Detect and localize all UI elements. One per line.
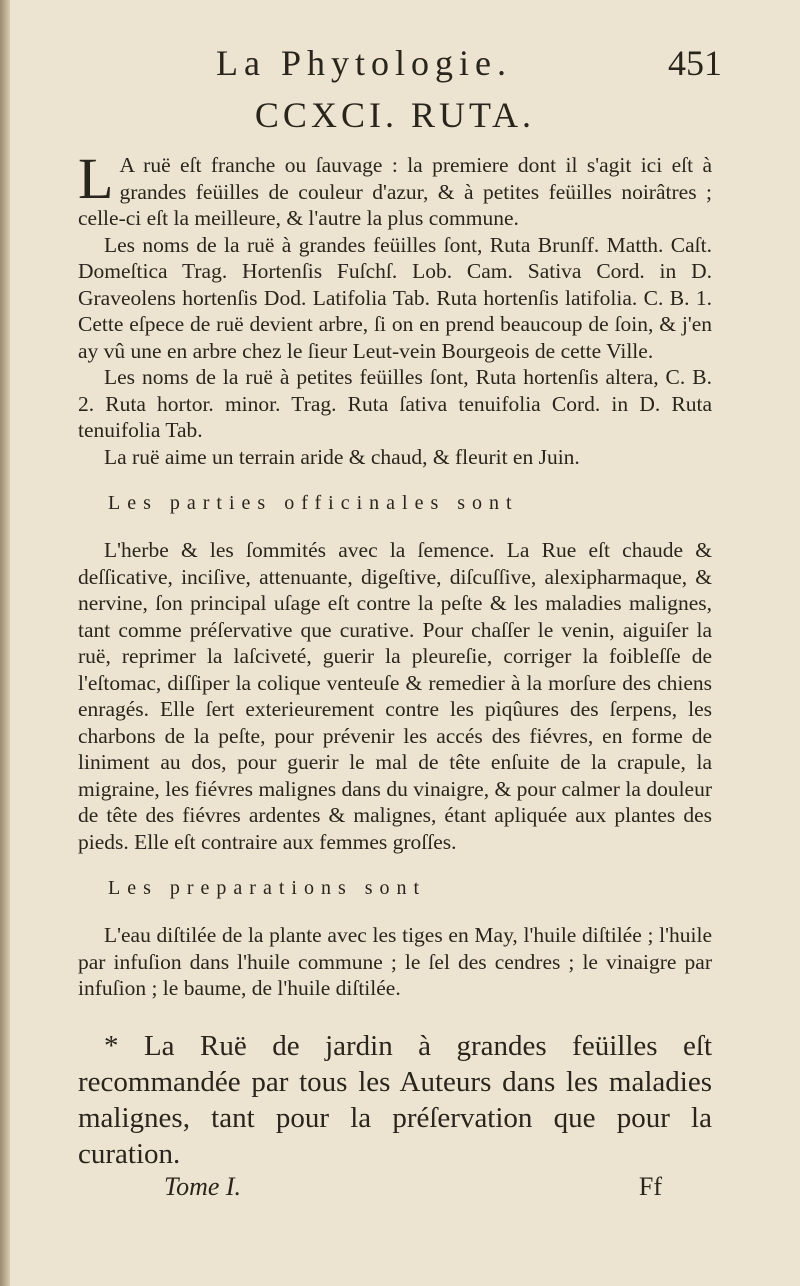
intro-paragraph: [78, 146, 712, 232]
signature-mark: Ff: [638, 1171, 662, 1201]
page-footer: [78, 1172, 712, 1212]
officinal-parts-heading: Les parties officinales sont: [108, 492, 519, 514]
page-spine-shadow: [0, 0, 10, 1286]
names-large-leaf-paragraph: Les noms de la ruë à grandes feüilles ſont, Ruta Brunſf. Matth. Caſt. Domeſtica Trag. Hortenſis Fuſchſ. Lob. Cam. Sativa Cord. in D. Graveolens hortenſis Dod. Latifolia Tab. Ruta hortenſis latifolia. C. B. 1. Cette eſpece de ruë devient arbre, ſi on en prend beaucoup de ſoin, & j'en ay vû une en arbre chez le ſieur Leut-vein Bourgeois de cette Ville.: [78, 232, 712, 363]
page-number: 451: [668, 43, 722, 83]
habitat-paragraph: La ruë aime un terrain aride & chaud, & fleurit en Juin.: [104, 444, 580, 469]
officinal-parts-paragraph: L'herbe & les ſommités avec la ſemence. La Rue eſt chaude & deſſicative, inciſive, attenuante, digeſtive, diſcuſſive, alexipharmaque, & nervine, ſon principal uſage eſt contre la peſte & les maladies malignes, tant comme préſervative que curative. Pour chaſſer le venin, aiguiſer la ruë, reprimer la laſciveté, guerir la pleureſie, corriger la foibleſſe de l'eſtomac, diſſiper la colique venteuſe & remedier à la morſure des chiens enragés. Elle ſert exterieurement contre les piqûures des ſerpens, les charbons de la peſte, pour prévenir les accés des fiévres, en forme de liniment au dos, pour guerir le mal de tête enſuite de la crapule, la migraine, les fiévres malignes dans du vinaigre, & pour calmer la douleur de tête des fiévres ardentes & malignes, étant apliquée aux plantes des pieds. Elle eſt contraire aux femmes groſſes.: [78, 538, 712, 854]
intro-text: A ruë eſt franche ou ſauvage : la premiere dont il s'agit ici eſt à grandes feüilles de couleur d'azur, & à petites feüilles noirâtres ; celle-ci eſt la meilleure, & l'autre la plus commune.: [78, 153, 712, 230]
names-small-leaf-paragraph: Les noms de la ruë à petites feüilles ſont, Ruta hortenſis altera, C. B. 2. Ruta hortor. minor. Trag. Ruta ſativa tenuifolia Cord. in D. Ruta tenuifolia Tab.: [78, 365, 712, 442]
page-content: [78, 40, 722, 1212]
running-title: La Phytologie.: [216, 43, 512, 83]
drop-cap: L: [78, 146, 114, 211]
preparations-paragraph: L'eau diſtilée de la plante avec les tiges en May, l'huile diſtilée ; l'huile par infuſion dans l'huile commune ; le ſel des cendres ; le vinaigre par infuſion ; le baume, de l'huile diſtilée.: [78, 923, 712, 1000]
tome-label: Tome I.: [164, 1171, 242, 1201]
chapter-title: CCXCI. RUTA.: [254, 95, 536, 135]
footnote-paragraph: * La Ruë de jardin à grandes feüilles eſt recommandée par tous les Auteurs dans les maladies malignes, tant pour la préſervation que pour la curation.: [78, 1029, 712, 1170]
preparations-heading: Les preparations sont: [108, 877, 427, 899]
running-head: [78, 40, 722, 90]
